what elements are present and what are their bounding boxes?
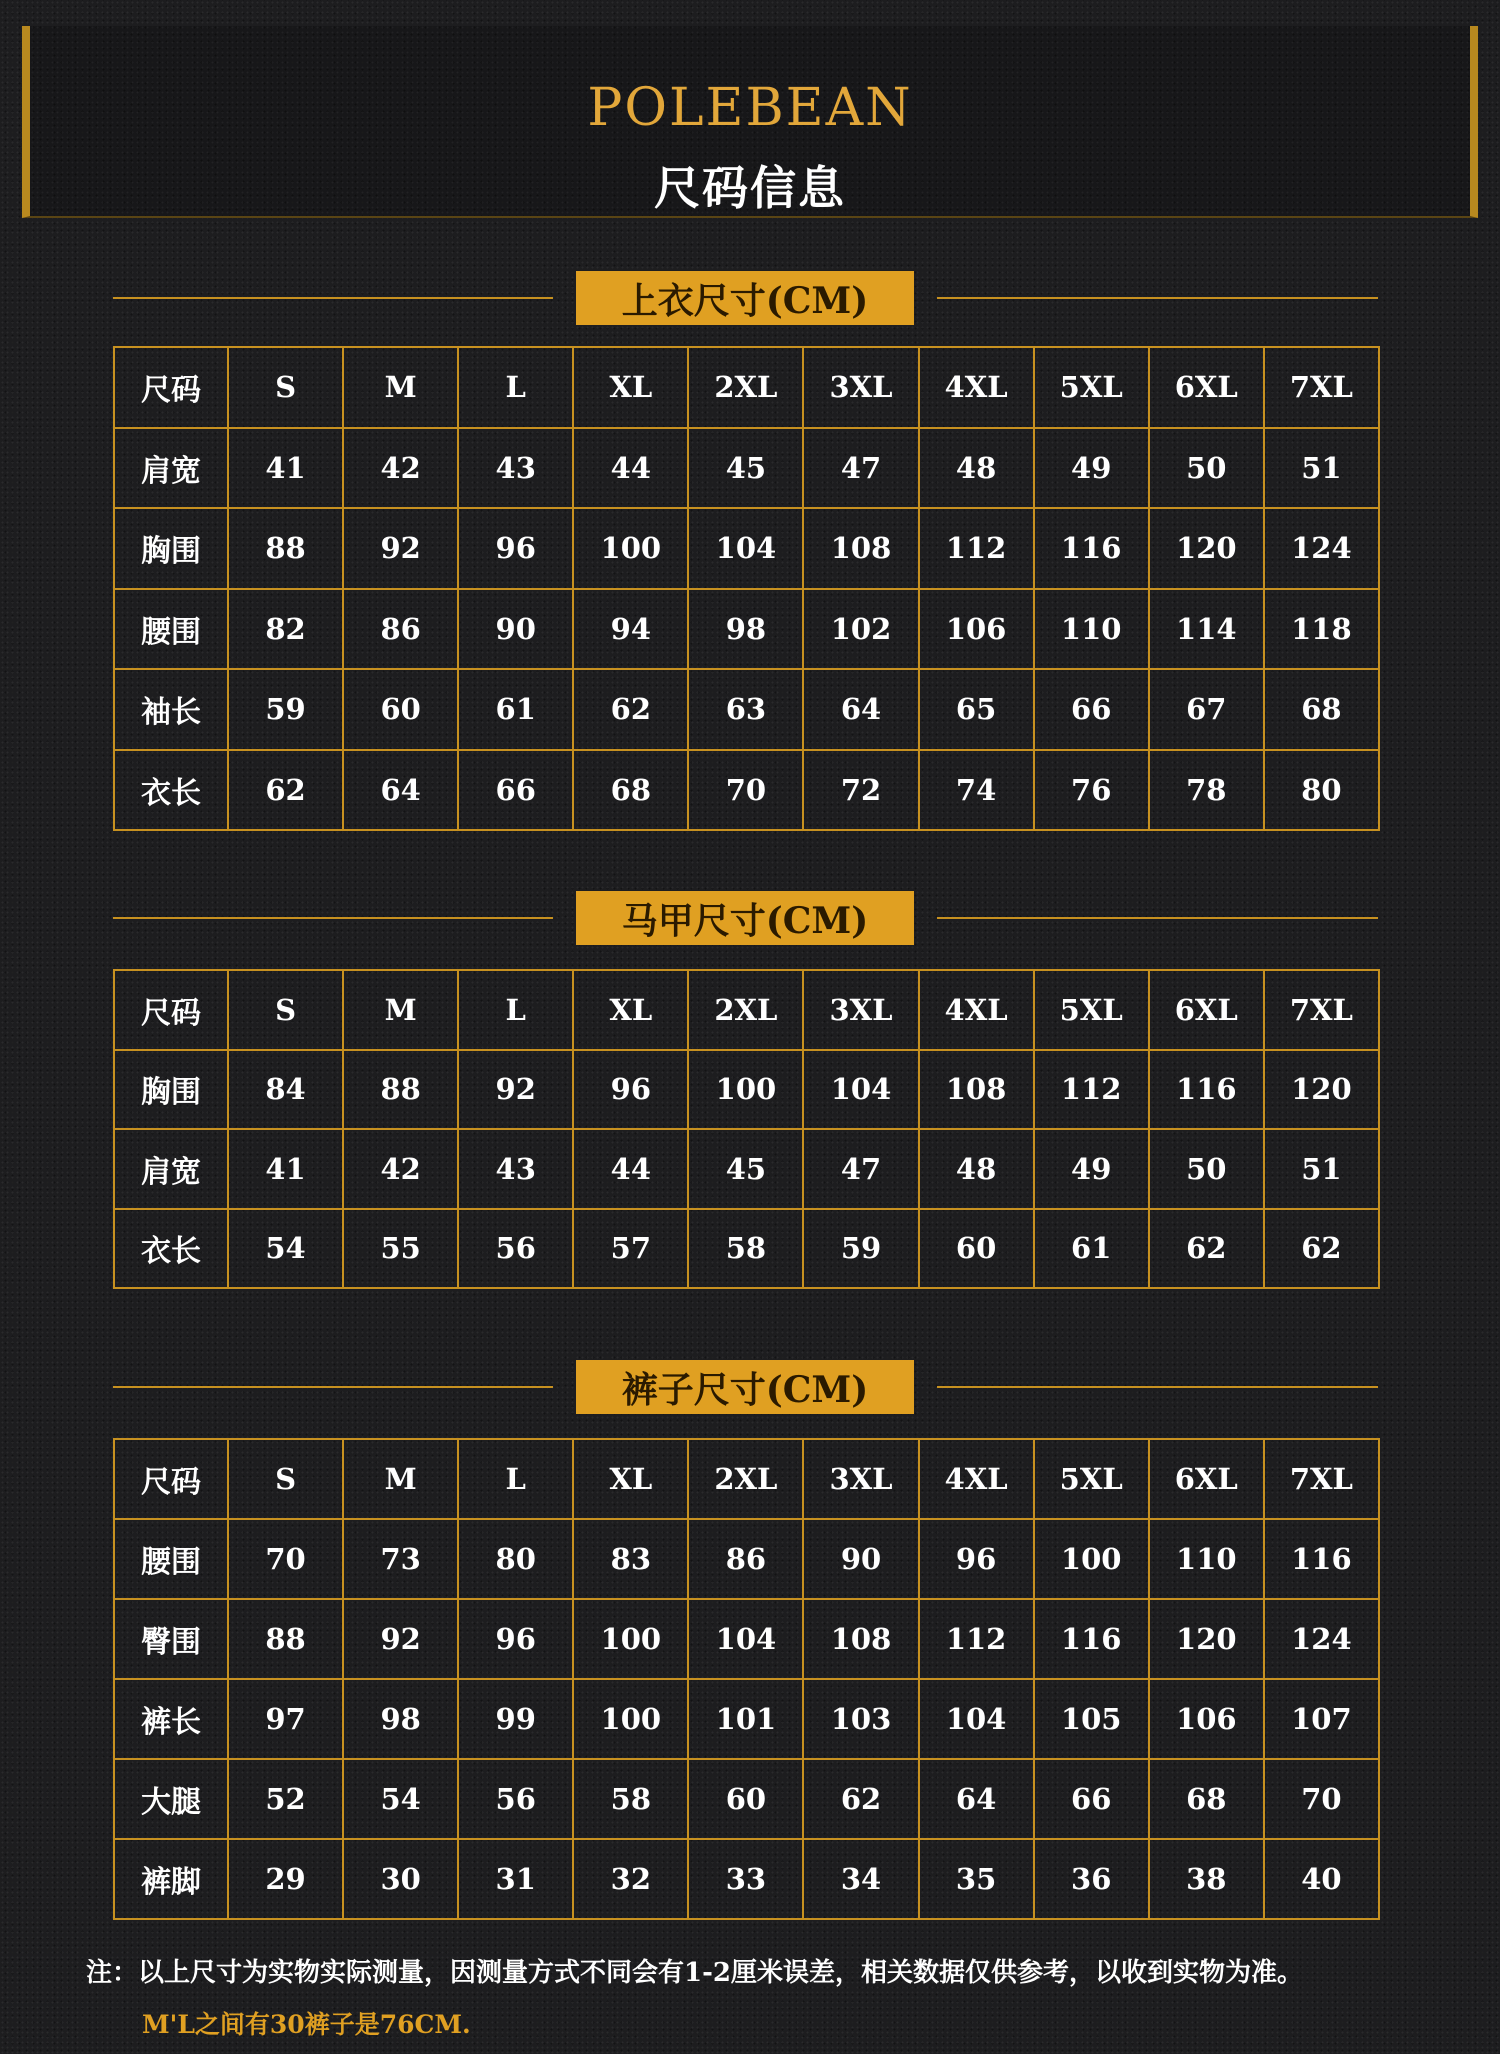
measurement-value: 34 bbox=[803, 1839, 918, 1919]
measurement-value: 61 bbox=[1034, 1209, 1149, 1289]
measurement-value: 104 bbox=[803, 1050, 918, 1130]
table-row bbox=[114, 669, 1379, 750]
measurement-value: 84 bbox=[228, 1050, 343, 1130]
divider-line bbox=[113, 297, 553, 299]
measurement-value: 78 bbox=[1149, 750, 1264, 831]
measurement-value: 38 bbox=[1149, 1839, 1264, 1919]
size-header-cell: S bbox=[228, 347, 343, 428]
measurement-value: 51 bbox=[1264, 1129, 1379, 1209]
measurement-label: 裤脚 bbox=[114, 1839, 228, 1919]
measurement-value: 90 bbox=[458, 589, 573, 670]
size-header-label: 尺码 bbox=[114, 347, 228, 428]
size-header-label: 尺码 bbox=[114, 970, 228, 1050]
measurement-value: 62 bbox=[228, 750, 343, 831]
size-header-cell: 5XL bbox=[1034, 347, 1149, 428]
size-header-cell: S bbox=[228, 1439, 343, 1519]
size-header-cell: S bbox=[228, 970, 343, 1050]
measurement-value: 94 bbox=[573, 589, 688, 670]
measurement-value: 68 bbox=[573, 750, 688, 831]
size-header-cell: 5XL bbox=[1034, 1439, 1149, 1519]
measurement-value: 120 bbox=[1149, 1599, 1264, 1679]
measurement-value: 124 bbox=[1264, 508, 1379, 589]
measurement-value: 59 bbox=[228, 669, 343, 750]
measurement-value: 100 bbox=[688, 1050, 803, 1130]
measurement-value: 62 bbox=[573, 669, 688, 750]
measurement-value: 96 bbox=[573, 1050, 688, 1130]
measurement-value: 72 bbox=[803, 750, 918, 831]
measurement-value: 80 bbox=[458, 1519, 573, 1599]
measurement-value: 36 bbox=[1034, 1839, 1149, 1919]
measurement-value: 88 bbox=[228, 508, 343, 589]
table-header-row bbox=[114, 970, 1379, 1050]
measurement-value: 63 bbox=[688, 669, 803, 750]
measurement-value: 90 bbox=[803, 1519, 918, 1599]
measurement-value: 30 bbox=[343, 1839, 458, 1919]
page-header bbox=[22, 26, 1478, 218]
measurement-value: 92 bbox=[343, 1599, 458, 1679]
measurement-label: 大腿 bbox=[114, 1759, 228, 1839]
pants-size-table bbox=[113, 1438, 1380, 1920]
size-header-cell: 6XL bbox=[1149, 1439, 1264, 1519]
size-header-cell: 4XL bbox=[919, 970, 1034, 1050]
size-header-cell: M bbox=[343, 1439, 458, 1519]
measurement-value: 104 bbox=[688, 508, 803, 589]
measurement-value: 92 bbox=[343, 508, 458, 589]
measurement-value: 92 bbox=[458, 1050, 573, 1130]
measurement-value: 43 bbox=[458, 1129, 573, 1209]
measurement-value: 42 bbox=[343, 428, 458, 509]
measurement-note: 注：以上尺寸为实物实际测量，因测量方式不同会有1-2厘米误差，相关数据仅供参考，以收到实物为准。 bbox=[86, 1958, 1303, 1988]
measurement-value: 58 bbox=[688, 1209, 803, 1289]
measurement-value: 31 bbox=[458, 1839, 573, 1919]
divider-line bbox=[113, 1386, 553, 1388]
measurement-value: 29 bbox=[228, 1839, 343, 1919]
measurement-value: 101 bbox=[688, 1679, 803, 1759]
measurement-value: 116 bbox=[1034, 508, 1149, 589]
size-header-cell: XL bbox=[573, 1439, 688, 1519]
size-header-cell: 2XL bbox=[688, 970, 803, 1050]
measurement-value: 62 bbox=[803, 1759, 918, 1839]
measurement-value: 116 bbox=[1034, 1599, 1149, 1679]
measurement-value: 120 bbox=[1264, 1050, 1379, 1130]
size-header-cell: 6XL bbox=[1149, 970, 1264, 1050]
measurement-value: 108 bbox=[803, 1599, 918, 1679]
measurement-label: 袖长 bbox=[114, 669, 228, 750]
measurement-value: 33 bbox=[688, 1839, 803, 1919]
measurement-value: 54 bbox=[228, 1209, 343, 1289]
measurement-label: 腰围 bbox=[114, 589, 228, 670]
pants-section-title: 裤子尺寸(CM) bbox=[576, 1360, 914, 1414]
size-header-cell: 2XL bbox=[688, 1439, 803, 1519]
divider-line bbox=[937, 917, 1378, 919]
divider-line bbox=[113, 917, 553, 919]
measurement-value: 70 bbox=[1264, 1759, 1379, 1839]
table-row bbox=[114, 750, 1379, 831]
tops-section-title: 上衣尺寸(CM) bbox=[576, 271, 914, 325]
measurement-value: 112 bbox=[1034, 1050, 1149, 1130]
measurement-value: 86 bbox=[343, 589, 458, 670]
measurement-value: 100 bbox=[573, 1599, 688, 1679]
measurement-value: 120 bbox=[1149, 508, 1264, 589]
measurement-value: 60 bbox=[343, 669, 458, 750]
measurement-value: 68 bbox=[1264, 669, 1379, 750]
measurement-value: 40 bbox=[1264, 1839, 1379, 1919]
tops-size-table bbox=[113, 346, 1380, 831]
table-header-row bbox=[114, 1439, 1379, 1519]
measurement-label: 裤长 bbox=[114, 1679, 228, 1759]
measurement-value: 83 bbox=[573, 1519, 688, 1599]
measurement-value: 59 bbox=[803, 1209, 918, 1289]
divider-line bbox=[937, 1386, 1378, 1388]
measurement-value: 48 bbox=[919, 428, 1034, 509]
measurement-label: 衣长 bbox=[114, 750, 228, 831]
table-row bbox=[114, 1599, 1379, 1679]
vest-section-heading bbox=[113, 891, 1378, 945]
table-row bbox=[114, 428, 1379, 509]
measurement-value: 50 bbox=[1149, 428, 1264, 509]
measurement-value: 35 bbox=[919, 1839, 1034, 1919]
measurement-label: 腰围 bbox=[114, 1519, 228, 1599]
measurement-value: 50 bbox=[1149, 1129, 1264, 1209]
measurement-value: 66 bbox=[1034, 669, 1149, 750]
table-row bbox=[114, 1759, 1379, 1839]
size-header-cell: 7XL bbox=[1264, 1439, 1379, 1519]
table-row bbox=[114, 1129, 1379, 1209]
measurement-value: 43 bbox=[458, 428, 573, 509]
measurement-value: 60 bbox=[919, 1209, 1034, 1289]
measurement-value: 67 bbox=[1149, 669, 1264, 750]
measurement-value: 42 bbox=[343, 1129, 458, 1209]
divider-line bbox=[937, 297, 1378, 299]
measurement-value: 106 bbox=[1149, 1679, 1264, 1759]
measurement-value: 118 bbox=[1264, 589, 1379, 670]
measurement-value: 62 bbox=[1149, 1209, 1264, 1289]
measurement-value: 76 bbox=[1034, 750, 1149, 831]
measurement-value: 80 bbox=[1264, 750, 1379, 831]
size-header-cell: 7XL bbox=[1264, 347, 1379, 428]
measurement-value: 108 bbox=[803, 508, 918, 589]
measurement-label: 臀围 bbox=[114, 1599, 228, 1679]
measurement-value: 45 bbox=[688, 1129, 803, 1209]
measurement-value: 97 bbox=[228, 1679, 343, 1759]
measurement-label: 肩宽 bbox=[114, 1129, 228, 1209]
measurement-value: 62 bbox=[1264, 1209, 1379, 1289]
size-header-cell: M bbox=[343, 347, 458, 428]
measurement-value: 51 bbox=[1264, 428, 1379, 509]
brand-logo-text: POLEBEAN bbox=[587, 78, 913, 138]
size-header-cell: XL bbox=[573, 347, 688, 428]
table-header-row bbox=[114, 347, 1379, 428]
measurement-value: 116 bbox=[1264, 1519, 1379, 1599]
measurement-value: 100 bbox=[573, 508, 688, 589]
measurement-value: 98 bbox=[343, 1679, 458, 1759]
table-row bbox=[114, 1209, 1379, 1289]
measurement-value: 88 bbox=[228, 1599, 343, 1679]
measurement-value: 100 bbox=[1034, 1519, 1149, 1599]
measurement-value: 114 bbox=[1149, 589, 1264, 670]
measurement-value: 86 bbox=[688, 1519, 803, 1599]
table-row bbox=[114, 1679, 1379, 1759]
measurement-label: 胸围 bbox=[114, 1050, 228, 1130]
size-header-cell: 6XL bbox=[1149, 347, 1264, 428]
pants-size-note: M'L之间有30裤子是76CM. bbox=[142, 2010, 471, 2039]
size-header-cell: 5XL bbox=[1034, 970, 1149, 1050]
measurement-value: 64 bbox=[343, 750, 458, 831]
table-row bbox=[114, 1839, 1379, 1919]
measurement-value: 56 bbox=[458, 1209, 573, 1289]
measurement-value: 70 bbox=[688, 750, 803, 831]
measurement-value: 102 bbox=[803, 589, 918, 670]
table-row bbox=[114, 1050, 1379, 1130]
measurement-value: 112 bbox=[919, 508, 1034, 589]
measurement-value: 124 bbox=[1264, 1599, 1379, 1679]
measurement-value: 108 bbox=[919, 1050, 1034, 1130]
measurement-value: 55 bbox=[343, 1209, 458, 1289]
measurement-value: 66 bbox=[1034, 1759, 1149, 1839]
measurement-value: 64 bbox=[803, 669, 918, 750]
measurement-value: 82 bbox=[228, 589, 343, 670]
measurement-value: 112 bbox=[919, 1599, 1034, 1679]
measurement-value: 99 bbox=[458, 1679, 573, 1759]
table-row bbox=[114, 1519, 1379, 1599]
table-row bbox=[114, 508, 1379, 589]
measurement-value: 61 bbox=[458, 669, 573, 750]
measurement-value: 41 bbox=[228, 428, 343, 509]
measurement-value: 56 bbox=[458, 1759, 573, 1839]
measurement-label: 衣长 bbox=[114, 1209, 228, 1289]
measurement-value: 47 bbox=[803, 428, 918, 509]
pants-section-heading bbox=[113, 1360, 1378, 1414]
measurement-value: 47 bbox=[803, 1129, 918, 1209]
measurement-value: 41 bbox=[228, 1129, 343, 1209]
measurement-value: 98 bbox=[688, 589, 803, 670]
measurement-value: 96 bbox=[458, 508, 573, 589]
measurement-value: 70 bbox=[228, 1519, 343, 1599]
measurement-value: 107 bbox=[1264, 1679, 1379, 1759]
size-header-cell: 4XL bbox=[919, 1439, 1034, 1519]
measurement-value: 65 bbox=[919, 669, 1034, 750]
table-row bbox=[114, 589, 1379, 670]
measurement-value: 32 bbox=[573, 1839, 688, 1919]
size-header-cell: L bbox=[458, 1439, 573, 1519]
measurement-label: 肩宽 bbox=[114, 428, 228, 509]
measurement-value: 110 bbox=[1149, 1519, 1264, 1599]
measurement-value: 110 bbox=[1034, 589, 1149, 670]
size-header-cell: L bbox=[458, 970, 573, 1050]
measurement-value: 96 bbox=[919, 1519, 1034, 1599]
measurement-value: 54 bbox=[343, 1759, 458, 1839]
measurement-label: 胸围 bbox=[114, 508, 228, 589]
vest-size-table bbox=[113, 969, 1380, 1289]
measurement-value: 45 bbox=[688, 428, 803, 509]
size-header-cell: 7XL bbox=[1264, 970, 1379, 1050]
size-header-cell: 3XL bbox=[803, 347, 918, 428]
measurement-value: 49 bbox=[1034, 1129, 1149, 1209]
measurement-value: 100 bbox=[573, 1679, 688, 1759]
page-title: 尺码信息 bbox=[654, 161, 846, 215]
measurement-value: 73 bbox=[343, 1519, 458, 1599]
size-header-cell: 2XL bbox=[688, 347, 803, 428]
measurement-value: 105 bbox=[1034, 1679, 1149, 1759]
size-header-cell: M bbox=[343, 970, 458, 1050]
size-header-cell: 3XL bbox=[803, 1439, 918, 1519]
size-header-cell: 3XL bbox=[803, 970, 918, 1050]
measurement-value: 104 bbox=[688, 1599, 803, 1679]
measurement-value: 64 bbox=[919, 1759, 1034, 1839]
size-header-cell: 4XL bbox=[919, 347, 1034, 428]
measurement-value: 44 bbox=[573, 428, 688, 509]
measurement-value: 44 bbox=[573, 1129, 688, 1209]
measurement-value: 103 bbox=[803, 1679, 918, 1759]
size-header-cell: L bbox=[458, 347, 573, 428]
measurement-value: 68 bbox=[1149, 1759, 1264, 1839]
measurement-value: 58 bbox=[573, 1759, 688, 1839]
measurement-value: 52 bbox=[228, 1759, 343, 1839]
vest-section-title: 马甲尺寸(CM) bbox=[576, 891, 914, 945]
measurement-value: 57 bbox=[573, 1209, 688, 1289]
measurement-value: 66 bbox=[458, 750, 573, 831]
measurement-value: 96 bbox=[458, 1599, 573, 1679]
measurement-value: 74 bbox=[919, 750, 1034, 831]
measurement-value: 104 bbox=[919, 1679, 1034, 1759]
measurement-value: 116 bbox=[1149, 1050, 1264, 1130]
size-header-cell: XL bbox=[573, 970, 688, 1050]
measurement-value: 48 bbox=[919, 1129, 1034, 1209]
measurement-value: 49 bbox=[1034, 428, 1149, 509]
measurement-value: 60 bbox=[688, 1759, 803, 1839]
measurement-value: 88 bbox=[343, 1050, 458, 1130]
measurement-value: 106 bbox=[919, 589, 1034, 670]
tops-section-heading bbox=[113, 271, 1378, 325]
size-header-label: 尺码 bbox=[114, 1439, 228, 1519]
